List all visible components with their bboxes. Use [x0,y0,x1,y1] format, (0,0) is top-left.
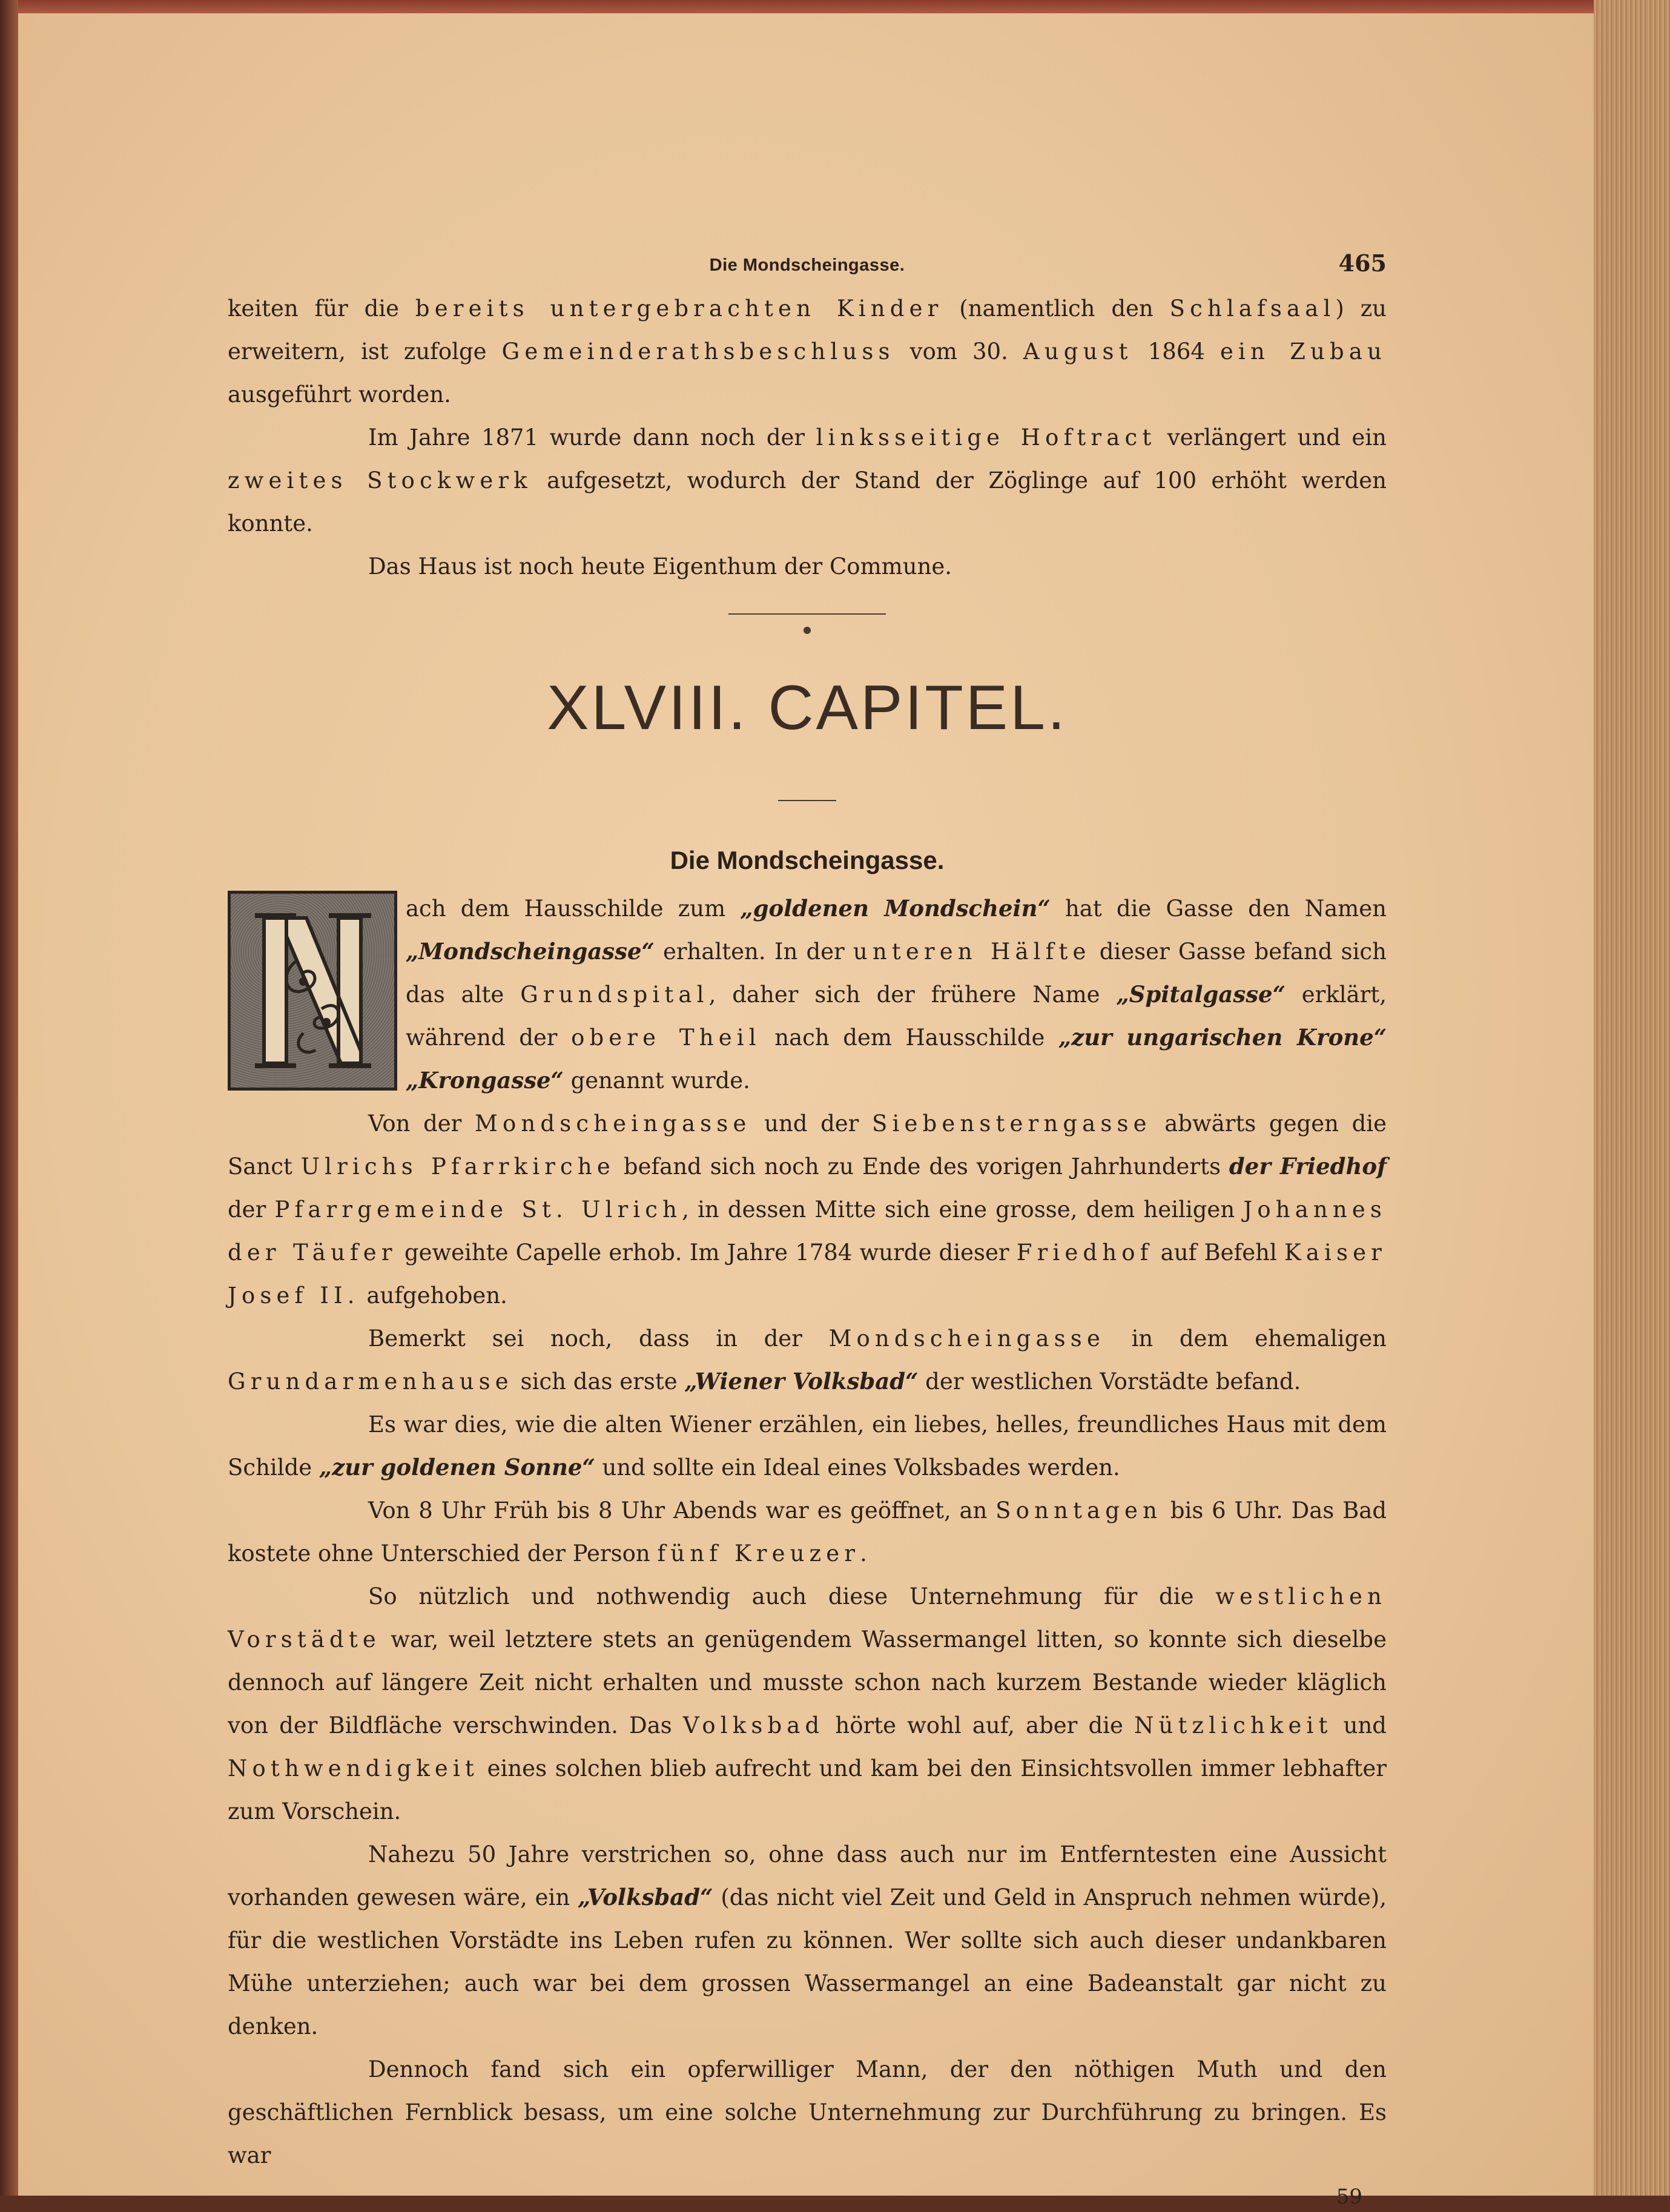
paragraph: Das Haus ist noch heute Eigenthum der Commune. [368,553,952,579]
paragraph: Nahezu 50 Jahre verstrichen so, ohne dass auch nur im Entferntesten eine Aussicht vorhanden gewesen wäre, ein „Volksbad“ (das nicht viel Zeit und Geld in Anspruch nehmen würde), für die westlichen Vorstädte ins Leben rufen zu können. Wer sollte sich auch dieser undankbaren Mühe unterziehen; auch war bei dem grossen Wassermangel an eine Badeanstalt gar nicht zu denken. [228,1841,1387,2039]
paragraph: Es war dies, wie die alten Wiener erzählen, ein liebes, helles, freundliches Haus mit dem Schilde „zur goldenen Sonne“ und sollte ein Ideal eines Volksbades werden. [228,1411,1387,1481]
running-head [228,233,1387,287]
section-divider [728,613,886,615]
paragraph: Dennoch fand sich ein opferwilliger Mann, der den nöthigen Muth und den geschäftlichen Fernblick besass, um eine solche Unternehmung zur Durchführung zu bringen. Es war [228,2056,1387,2168]
paragraph: ach dem Hausschilde zum „goldenen Mondschein“ hat die Gasse den Namen „Mondscheingasse“ erhalten. In der unteren Hälfte dieser Gasse befand sich das alte Grundspital, daher sich der frühere Name „Spitalgasse“ erklärt, während der obere Theil nach dem Hausschilde „zur ungarischen Krone“ „Krongasse“ genannt wurde. [406,895,1387,1094]
paragraph: So nützlich und nothwendig auch diese Unternehmung für die westlichen Vorstädte war, weil letztere stets an genügendem Wassermangel litten, so konnte sich dieselbe dennoch auf längere Zeit nicht erhalten und musste schon nach kurzem Bestande wieder kläglich von der Bildfläche verschwinden. Das Volksbad hörte wohl auf, aber die Nützlichkeit und Nothwendigkeit eines solchen blieb aufrecht und kam bei den Einsichtsvollen immer lebhafter zum Vorschein. [228,1583,1387,1824]
signature-mark: 59 [1336,2185,1362,2209]
page-number: 465 [1338,249,1387,277]
divider-dot [804,627,811,634]
decorative-initial-art [231,894,394,1088]
book-page [18,13,1594,2209]
book-spine-edge [0,0,18,2196]
decorative-initial [228,891,397,1091]
section-title: Die Mondscheingasse. [670,846,945,874]
running-title: Die Mondscheingasse. [709,256,905,275]
text-block [228,233,1387,2212]
paragraph: Bemerkt sei noch, dass in der Mondscheingasse in dem ehemaligen Grundarmenhause sich das erste „Wiener Volksbad“ der westlichen Vorstädte befand. [228,1326,1387,1395]
paragraph: keiten für die bereits untergebrachten Kinder (namentlich den Schlafsaal) zu erweitern, ist zufolge Gemeinderathsbeschluss vom 30. August 1864 ein Zubau ausgeführt worden. [228,295,1387,408]
page-stack-edge [1594,0,1670,2196]
paragraph: Im Jahre 1871 wurde dann noch der linksseitige Hoftract verlängert und ein zweites Stockwerk aufgesetzt, wodurch der Stand der Zöglinge auf 100 erhöht werden konnte. [228,424,1387,536]
paragraph: Von 8 Uhr Früh bis 8 Uhr Abends war es geöffnet, an Sonntagen bis 6 Uhr. Das Bad kostete ohne Unterschied der Person fünf Kreuzer. [228,1497,1387,1567]
chapter-title: XLVIII. CAPITEL. [547,673,1068,743]
title-divider [778,800,836,801]
paragraph: Von der Mondscheingasse und der Siebensterngasse abwärts gegen die Sanct Ulrichs Pfarrkirche befand sich noch zu Ende des vorigen Jahrhunderts der Friedhof der Pfarrgemeinde St. Ulrich, in dessen Mitte sich eine grosse, dem heiligen Johannes der Täufer geweihte Capelle erhob. Im Jahre 1784 wurde dieser Friedhof auf Befehl Kaiser Josef II. aufgehoben. [228,1111,1387,1309]
